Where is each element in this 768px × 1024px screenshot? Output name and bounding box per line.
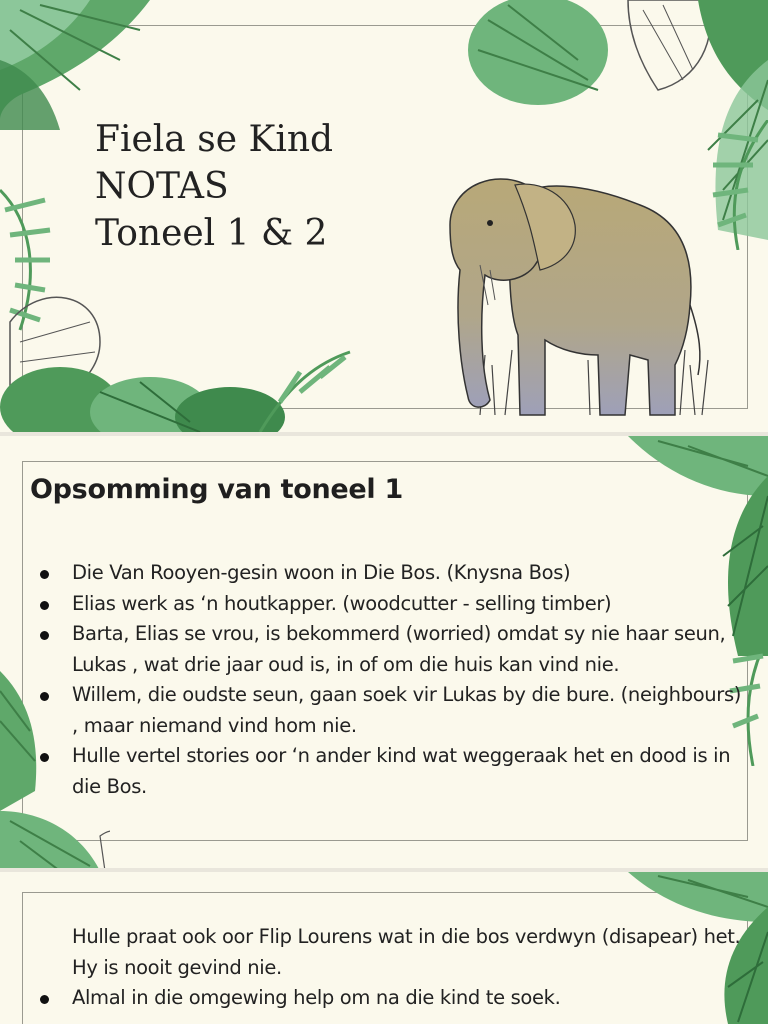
title-line: Toneel 1 & 2: [95, 213, 328, 254]
slide-2: [0, 436, 768, 868]
list-item: Hulle praat ook oor Flip Lourens wat in die bos verdwyn (disapear) het. Hy is nooit gevind nie.: [72, 925, 741, 979]
list-item: Almal in die omgewing help om na die kind te soek.: [38, 983, 743, 1014]
list-item: Willem, die oudste seun, gaan soek vir Lukas by die bure. (neighbours) , maar niemand vind hom nie.: [38, 680, 743, 741]
slide-3: [0, 872, 768, 1024]
slide-1: [0, 0, 768, 432]
section-heading: Opsomming van toneel 1: [30, 474, 403, 505]
leaf-decoration-top-left: [0, 0, 160, 130]
list-item: Hulle vertel stories oor ‘n ander kind wat weggeraak het en dood is in die Bos.: [38, 741, 743, 802]
document-title: [95, 116, 333, 257]
leaf-decoration-bottom-left: [0, 282, 360, 432]
list-item: Die Van Rooyen-gesin woon in Die Bos. (Knysna Bos): [38, 558, 743, 589]
title-line: NOTAS: [95, 166, 229, 207]
list-item: Barta, Elias se vrou, is bekommerd (worried) omdat sy nie haar seun, Lukas , wat drie jaar oud is, in of om die huis kan vind nie.: [38, 619, 743, 680]
title-line: Fiela se Kind: [95, 119, 334, 160]
elephant-illustration: [440, 165, 710, 425]
summary-list: [38, 558, 743, 802]
summary-list-continued: [38, 922, 743, 1014]
list-item: Elias werk as ‘n houtkapper. (woodcutter - selling timber): [38, 589, 743, 620]
